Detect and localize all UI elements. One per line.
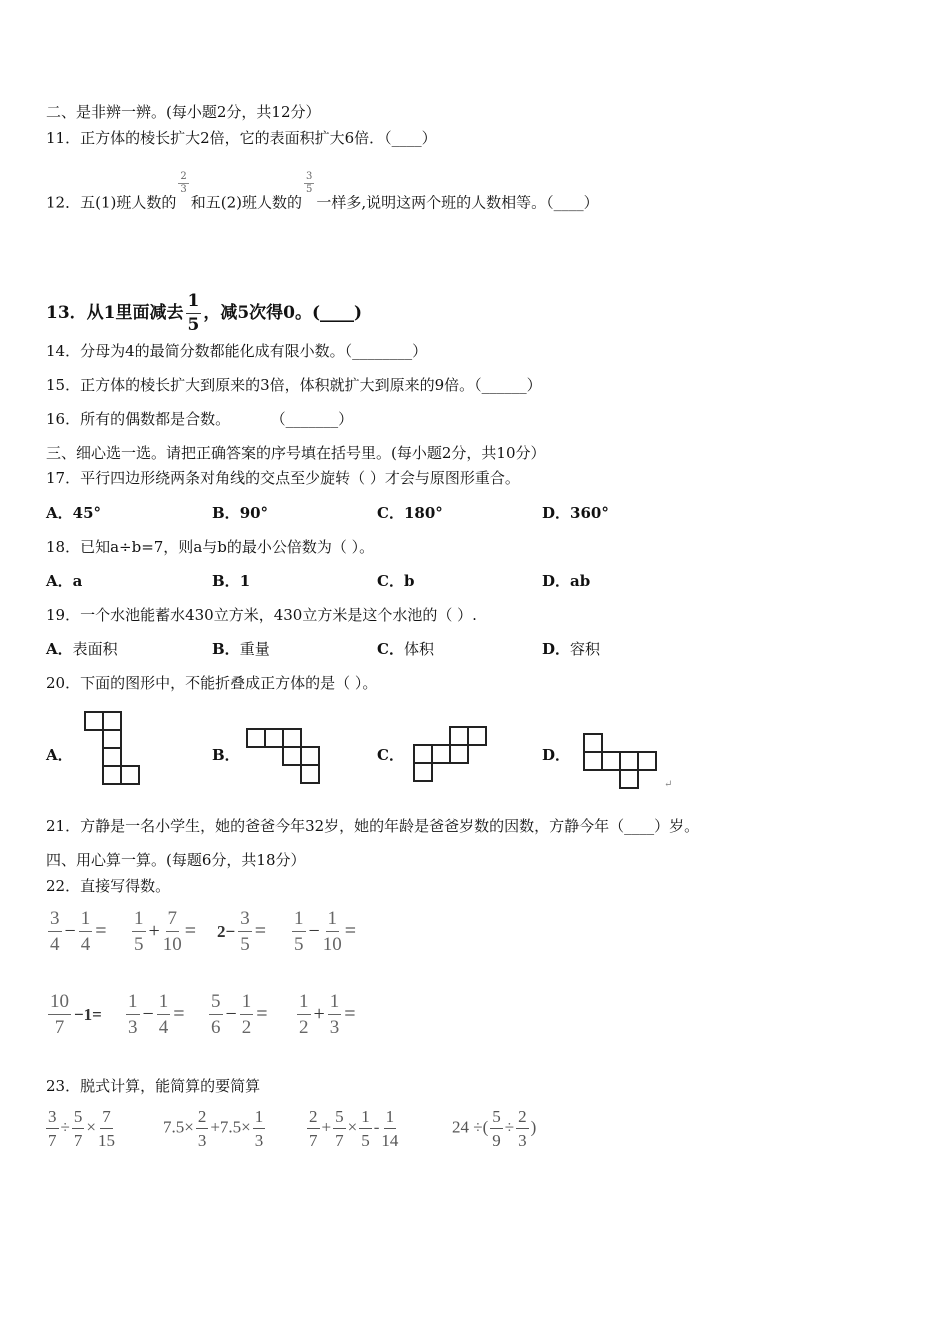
- paragraph-mark: ↵: [664, 779, 673, 790]
- q19-option-d[interactable]: D．容积: [542, 640, 601, 658]
- cube-net-a: [84, 711, 144, 787]
- calc-r1-1: $\frac{3}{4}$ − $\frac{1}{4}$ =: [50, 908, 107, 955]
- q12-fraction-3-5: $\frac{3}{5}$: [305, 171, 313, 195]
- q18-option-b[interactable]: B．1: [212, 572, 251, 590]
- question-16: [46, 409, 353, 429]
- q19-option-a[interactable]: A．表面积: [46, 640, 118, 658]
- q20-option-d[interactable]: D．: [542, 746, 571, 764]
- q18-option-a[interactable]: A．a: [46, 572, 83, 590]
- q19-option-b[interactable]: B．重量: [212, 640, 270, 658]
- expr-4: 24 ÷( $\frac{5}{9}$ ÷ $\frac{2}{3}$ ): [452, 1107, 537, 1150]
- question-14: 14．分母为4的最简分数都能化成有限小数。（________）: [46, 342, 428, 360]
- cube-net-c: [413, 726, 491, 784]
- q16-answer-blank: （_______）: [278, 410, 354, 428]
- question-21: 21．方静是一名小学生，她的爸爸今年32岁，她的年龄是爸爸岁数的因数，方静今年（____）岁。: [46, 817, 700, 835]
- calc-r1-3: 2− $\frac{3}{5}$ =: [217, 908, 266, 955]
- q20-option-b[interactable]: B．: [212, 746, 240, 764]
- calc-r1-4: $\frac{1}{5}$ − $\frac{1}{10}$ =: [294, 908, 357, 955]
- question-17: 17．平行四边形绕两条对角线的交点至少旋转（ ）才会与原图形重合。: [46, 469, 520, 487]
- q17-option-b[interactable]: B．90°: [212, 504, 269, 522]
- question-18: 18．已知a÷b=7，则a与b的最小公倍数为（ ）。: [46, 538, 375, 556]
- q18-option-d[interactable]: D．ab: [542, 572, 591, 590]
- q16-text: 16．所有的偶数都是合数。: [46, 410, 231, 428]
- q20-option-c[interactable]: C．: [377, 746, 404, 764]
- q12-fraction-2-3: $\frac{2}{3}$: [180, 171, 187, 195]
- calc-r2-1: $\frac{10}{7}$ −1=: [50, 991, 102, 1038]
- question-23: 23．脱式计算，能简算的要简算: [46, 1077, 261, 1095]
- q17-option-c[interactable]: C．180°: [377, 504, 443, 522]
- cube-net-d: [583, 733, 659, 791]
- question-12: [46, 171, 599, 215]
- question-13: [46, 293, 362, 334]
- q19-option-c[interactable]: C．体积: [377, 640, 434, 658]
- calc-r2-2: $\frac{1}{3}$ − $\frac{1}{4}$ =: [128, 991, 185, 1038]
- q20-option-a[interactable]: A．: [46, 746, 73, 764]
- q13-fraction-1-5: $\frac{1}{5}$: [187, 291, 200, 335]
- section-4-heading: 四、用心算一算。(每题6分，共18分）: [46, 851, 306, 869]
- cube-net-b: [246, 728, 324, 786]
- calc-r1-2: $\frac{1}{5}$ + $\frac{7}{10}$ =: [134, 908, 197, 955]
- question-19: 19．一个水池能蓄水430立方米，430立方米是这个水池的（ ）.: [46, 606, 477, 624]
- q17-option-a[interactable]: A．45°: [46, 504, 102, 522]
- question-22: 22．直接写得数。: [46, 877, 171, 895]
- expr-1: $\frac{3}{7}$ ÷ $\frac{5}{7}$ × $\frac{7}{15}$: [48, 1107, 115, 1150]
- question-11: 11．正方体的棱长扩大2倍，它的表面积扩大6倍．（____）: [46, 129, 437, 147]
- q12-text-a: 12．五(1)班人数的: [46, 193, 177, 212]
- question-20: 20．下面的图形中，不能折叠成正方体的是（ ）。: [46, 674, 378, 692]
- section-3-heading: 三、细心选一选。请把正确答案的序号填在括号里。(每小题2分，共10分）: [46, 444, 546, 462]
- expr-2: 7.5× $\frac{2}{3}$ +7.5× $\frac{1}{3}$: [163, 1107, 264, 1150]
- q17-option-d[interactable]: D．360°: [542, 504, 609, 522]
- expr-3: $\frac{2}{7}$ + $\frac{5}{7}$ × $\frac{1}{5}$ - $\frac{1}{14}$: [309, 1107, 399, 1150]
- q12-text-b: 和五(2)班人数的: [190, 193, 302, 212]
- section-2-heading: 二、是非辨一辨。(每小题2分，共12分）: [46, 103, 321, 121]
- calc-r2-4: $\frac{1}{2}$ + $\frac{1}{3}$ =: [299, 991, 356, 1038]
- calc-r2-3: $\frac{5}{6}$ − $\frac{1}{2}$ =: [211, 991, 268, 1038]
- question-15: 15．正方体的棱长扩大到原来的3倍，体积就扩大到原来的9倍。（______）: [46, 376, 542, 394]
- q12-text-c: 一样多,说明这两个班的人数相等。（____）: [316, 193, 599, 212]
- q13-text-b: ，减5次得0。(____): [203, 303, 363, 323]
- q13-text-a: 13．从1里面减去: [46, 303, 184, 323]
- q18-option-c[interactable]: C．b: [377, 572, 415, 590]
